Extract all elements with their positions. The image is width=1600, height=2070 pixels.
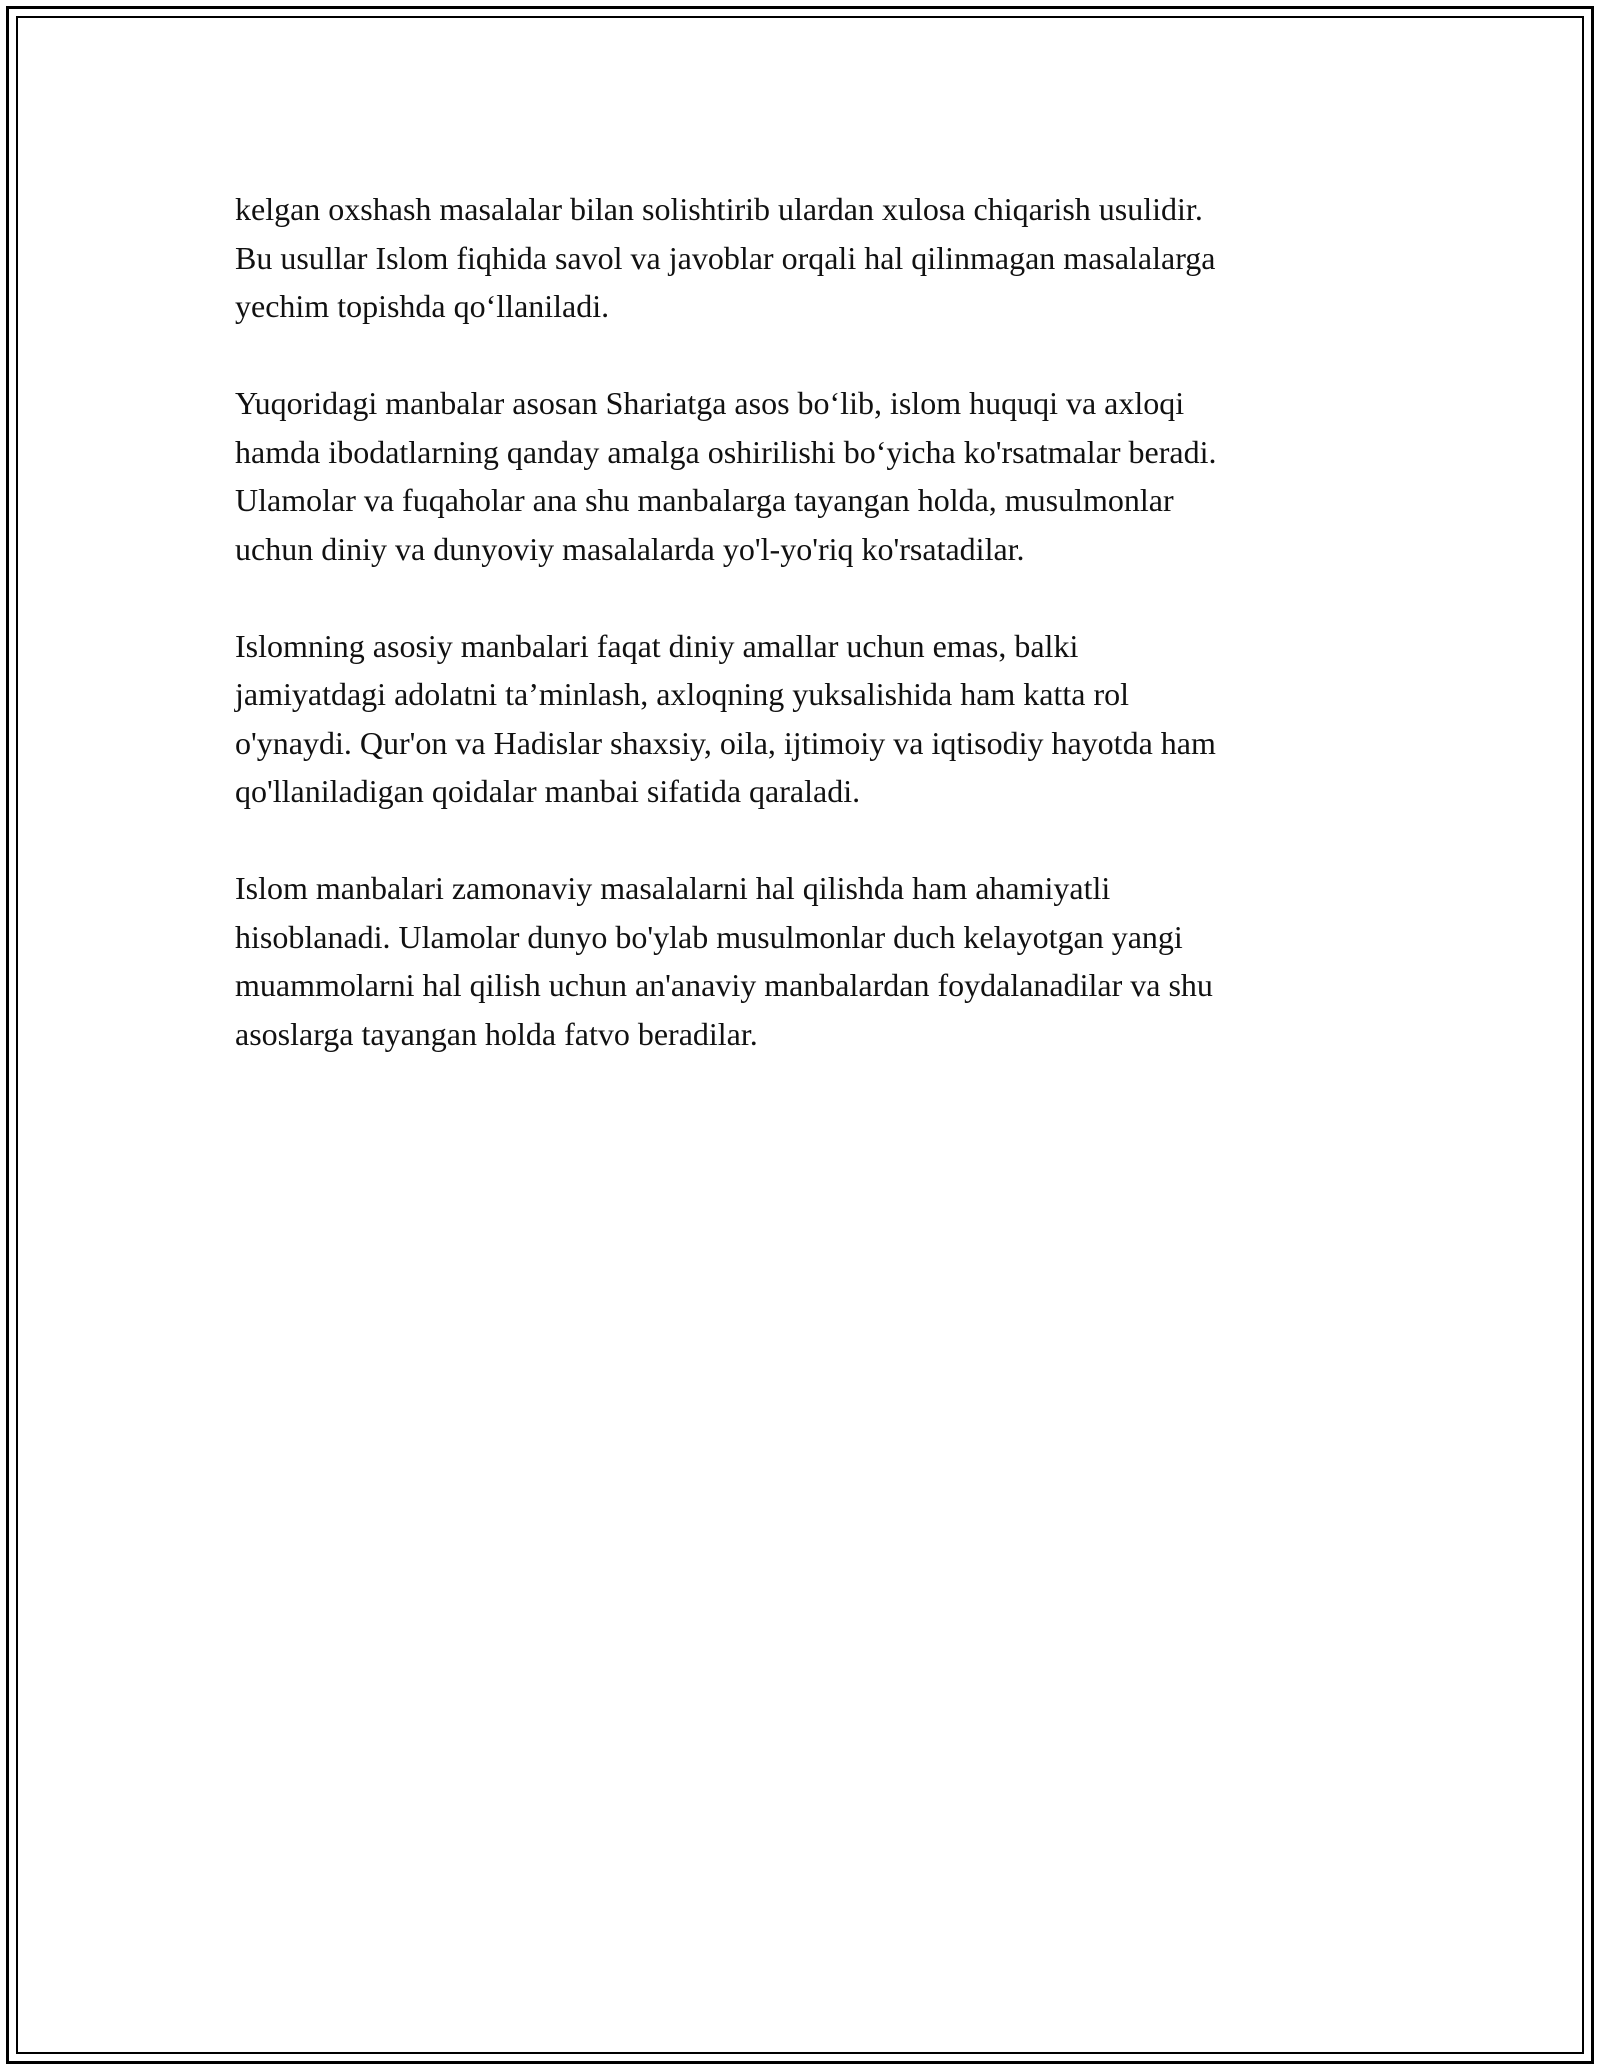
text-line: yechim topishda qo‘llaniladi.: [235, 288, 610, 324]
text-line: Bu usullar Islom fiqhida savol va javoblar orqali hal qilinmagan masalalarga: [235, 239, 1216, 276]
text-line: o'ynaydi. Qur'on va Hadislar shaxsiy, oila, ijtimoiy va iqtisodiy hayotda ham: [235, 724, 1216, 761]
text-line: Ulamolar va fuqaholar ana shu manbalarga tayangan holda, musulmonlar: [235, 482, 1174, 518]
paragraph-2: [235, 379, 1375, 573]
text-line: hamda ibodatlarning qanday amalga oshirilishi bo‘yicha ko'rsatmalar beradi.: [235, 433, 1217, 470]
text-line: muammolarni hal qilish uchun an'anaviy manbalardan foydalanadilar va shu: [235, 967, 1213, 1003]
text-line: jamiyatdagi adolatni ta’minlash, axloqning yuksalishida ham katta rol: [235, 676, 1130, 712]
paragraph-3: [235, 622, 1375, 816]
document-body: [235, 185, 1375, 1107]
text-line: kelgan oxshash masalalar bilan solishtirib ulardan xulosa chiqarish usulidir.: [235, 191, 1203, 227]
text-line: Yuqoridagi manbalar asosan Shariatga asos bo‘lib, islom huquqi va axloqi: [235, 385, 1185, 421]
text-line: hisoblanadi. Ulamolar dunyo bo'ylab musulmonlar duch kelayotgan yangi: [235, 918, 1183, 955]
paragraph-4: [235, 864, 1375, 1058]
text-line: Islomning asosiy manbalari faqat diniy amallar uchun emas, balki: [235, 627, 1079, 664]
paragraph-1: [235, 185, 1375, 331]
text-line: qo'llaniladigan qoidalar manbai sifatida qaraladi.: [235, 773, 861, 809]
text-line: asoslarga tayangan holda fatvo beradilar.: [235, 1015, 758, 1052]
text-line: Islom manbalari zamonaviy masalalarni hal qilishda ham ahamiyatli: [235, 870, 1111, 906]
text-line: uchun diniy va dunyoviy masalalarda yo'l-yo'riq ko'rsatadilar.: [235, 530, 1025, 567]
